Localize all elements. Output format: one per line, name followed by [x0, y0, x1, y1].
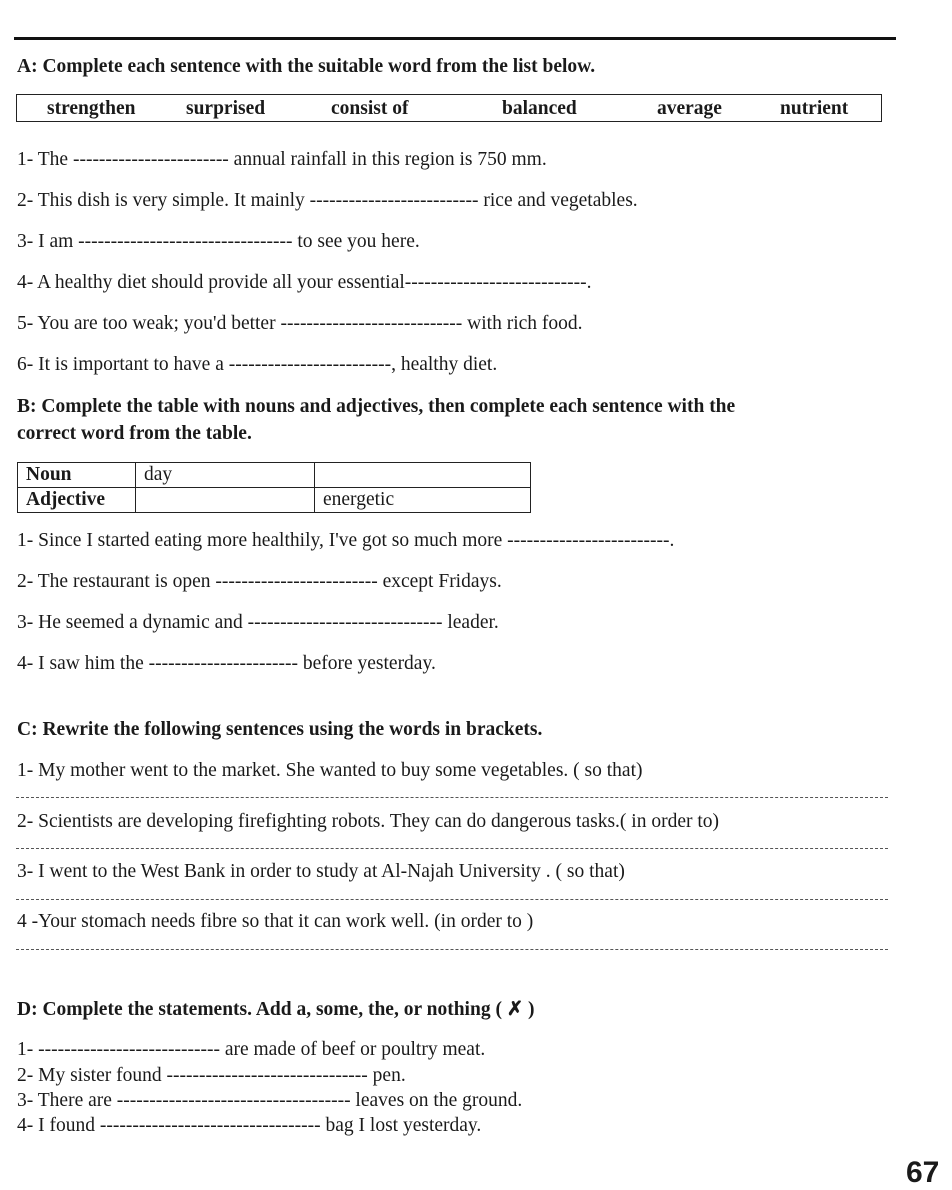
word-list-box [16, 94, 882, 122]
table-cell-noun-2 [315, 463, 531, 488]
section-d-sentence-4: 4- I found ---------------------------------- bag I lost yesterday. [17, 1115, 482, 1136]
section-c-heading: C: Rewrite the following sentences using the words in brackets. [17, 719, 543, 740]
section-b-sentence-4: 4- I saw him the ----------------------- before yesterday. [17, 653, 436, 674]
section-d-sentence-3: 3- There are ------------------------------------ leaves on the ground. [17, 1090, 523, 1111]
section-a-sentence-5: 5- You are too weak; you'd better ---------------------------- with rich food. [17, 313, 583, 334]
word-surprised: surprised [186, 98, 266, 119]
top-rule [14, 37, 896, 40]
table-cell-adjective-label: Adjective [18, 488, 136, 513]
section-a-sentence-4: 4- A healthy diet should provide all your essential----------------------------. [17, 272, 592, 293]
word-balanced: balanced [502, 98, 577, 119]
answer-line-1 [16, 797, 888, 798]
section-a-sentence-3: 3- I am --------------------------------- to see you here. [17, 231, 420, 252]
section-c-sentence-2: 2- Scientists are developing firefighting robots. They can do dangerous tasks.( in order to) [17, 811, 720, 832]
section-a-sentence-1: 1- The ------------------------ annual rainfall in this region is 750 mm. [17, 149, 547, 170]
section-c-sentence-1: 1- My mother went to the market. She wanted to buy some vegetables. ( so that) [17, 760, 643, 781]
section-a-sentence-2: 2- This dish is very simple. It mainly -------------------------- rice and vegetables. [17, 190, 638, 211]
section-d-sentence-1: 1- ---------------------------- are made of beef or poultry meat. [17, 1039, 486, 1060]
table-row-adjective [18, 488, 531, 513]
section-b-sentence-1: 1- Since I started eating more healthily, I've got so much more -------------------------. [17, 530, 675, 551]
section-b-sentence-3: 3- He seemed a dynamic and ------------------------------ leader. [17, 612, 499, 633]
section-c-sentence-4: 4 -Your stomach needs fibre so that it can work well. (in order to ) [17, 911, 534, 932]
section-d-heading: D: Complete the statements. Add a, some, the, or nothing ( ✗ ) [17, 999, 535, 1020]
noun-adjective-table [17, 462, 531, 513]
table-cell-noun-1: day [136, 463, 315, 488]
page-number: 67 [906, 1156, 940, 1189]
answer-line-2 [16, 848, 888, 849]
section-a-sentence-6: 6- It is important to have a -------------------------, healthy diet. [17, 354, 498, 375]
word-average: average [657, 98, 722, 119]
section-b-heading-line-1: B: Complete the table with nouns and adjectives, then complete each sentence with the [17, 396, 736, 417]
word-strengthen: strengthen [47, 98, 136, 119]
section-b-sentence-2: 2- The restaurant is open ------------------------- except Fridays. [17, 571, 502, 592]
table-cell-noun-label: Noun [18, 463, 136, 488]
answer-line-4 [16, 949, 888, 950]
section-c-sentence-3: 3- I went to the West Bank in order to study at Al-Najah University . ( so that) [17, 861, 625, 882]
table-cell-adjective-2: energetic [315, 488, 531, 513]
table-row-noun [18, 463, 531, 488]
section-a-heading: A: Complete each sentence with the suitable word from the list below. [17, 56, 596, 77]
answer-line-3 [16, 899, 888, 900]
word-consist-of: consist of [331, 98, 409, 119]
section-d-sentence-2: 2- My sister found ------------------------------- pen. [17, 1065, 406, 1086]
word-nutrient: nutrient [780, 98, 849, 119]
table-cell-adjective-1 [136, 488, 315, 513]
section-b-heading-line-2: correct word from the table. [17, 423, 252, 444]
